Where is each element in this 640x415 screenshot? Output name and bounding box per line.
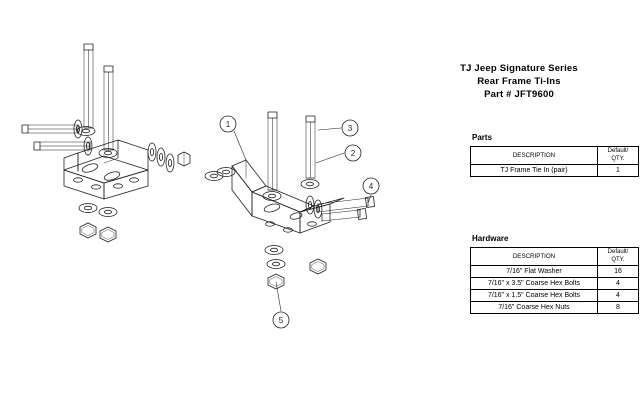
hardware-row-3-description: 7/16" Coarse Hex Nuts <box>471 302 598 314</box>
nut-left-side <box>178 152 190 166</box>
washer-left-f <box>157 148 165 166</box>
parts-header-description: DESCRIPTION <box>471 147 598 165</box>
bolt-short-right-1 <box>318 197 375 212</box>
table-row <box>471 165 639 177</box>
washer-right-h <box>267 260 285 269</box>
washer-left-e <box>148 143 156 161</box>
balloon-label-2: 2 <box>350 149 356 158</box>
parts-table-caption: Parts <box>472 133 493 142</box>
bolt-long-right-1 <box>268 112 277 190</box>
parts-row-0-description: TJ Frame Tie In (pair) <box>471 165 598 177</box>
parts-table <box>470 133 639 177</box>
bolt-long-left-1 <box>84 44 93 128</box>
balloon-label-1: 1 <box>225 120 231 129</box>
bolt-short-right-2 <box>322 209 367 221</box>
washer-right-a <box>205 172 223 181</box>
table-row <box>471 290 639 302</box>
balloon-label-4: 4 <box>368 182 374 191</box>
bolt-long-right-2 <box>306 116 315 178</box>
bolt-short-left-2 <box>34 142 90 150</box>
title-line-3: Part # JFT9600 <box>484 89 554 100</box>
hardware-row-2-qty: 4 <box>598 290 639 302</box>
parts-table-grid <box>470 146 639 177</box>
parts-row-0-qty: 1 <box>598 165 639 177</box>
hardware-row-1-description: 7/16" x 3.5" Coarse Hex Bolts <box>471 278 598 290</box>
hardware-row-3-qty: 8 <box>598 302 639 314</box>
frame-tie-in-right <box>232 160 344 233</box>
washer-left-g <box>166 154 174 172</box>
parts-header-qty <box>598 147 639 165</box>
hardware-header-qty <box>598 248 639 266</box>
bolt-short-left-1 <box>22 125 78 133</box>
nut-left-1 <box>80 223 96 238</box>
hardware-table-grid <box>470 247 639 314</box>
parts-header-qty-line1: Default/ <box>607 148 629 154</box>
hardware-row-0-qty: 16 <box>598 266 639 278</box>
hardware-header-description: DESCRIPTION <box>471 248 598 266</box>
hardware-header-qty-line2: QTY. <box>611 256 625 263</box>
nut-right-2 <box>310 259 326 274</box>
hardware-row-1-qty: 4 <box>598 278 639 290</box>
nut-right-1 <box>268 274 284 289</box>
washer-right-c <box>263 192 281 201</box>
hardware-header-qty-line1: Default/ <box>607 249 629 255</box>
washer-left-h <box>79 204 97 213</box>
hardware-row-0-description: 7/16" Flat Washer <box>471 266 598 278</box>
balloon-circles <box>220 116 379 328</box>
table-row <box>471 278 639 290</box>
washer-right-d <box>301 180 319 189</box>
parts-header-qty-line2: QTY. <box>611 155 625 162</box>
hardware-table <box>470 234 639 314</box>
washer-right-g <box>265 246 283 255</box>
title-line-1: TJ Jeep Signature Series <box>460 63 578 74</box>
title-block <box>424 62 614 101</box>
hardware-row-2-description: 7/16" x 1.5" Coarse Hex Bolts <box>471 290 598 302</box>
hardware-table-caption: Hardware <box>472 234 509 243</box>
balloon-label-5: 5 <box>278 316 284 325</box>
table-row <box>471 302 639 314</box>
nut-left-2 <box>100 227 116 242</box>
washer-left-i <box>99 208 117 217</box>
balloon-label-3: 3 <box>347 124 353 133</box>
bolt-long-left-2 <box>104 66 113 150</box>
title-line-2: Rear Frame Ti-Ins <box>477 76 561 87</box>
table-header-row <box>471 147 639 165</box>
table-header-row <box>471 248 639 266</box>
table-row <box>471 266 639 278</box>
washer-right-e <box>306 196 314 214</box>
